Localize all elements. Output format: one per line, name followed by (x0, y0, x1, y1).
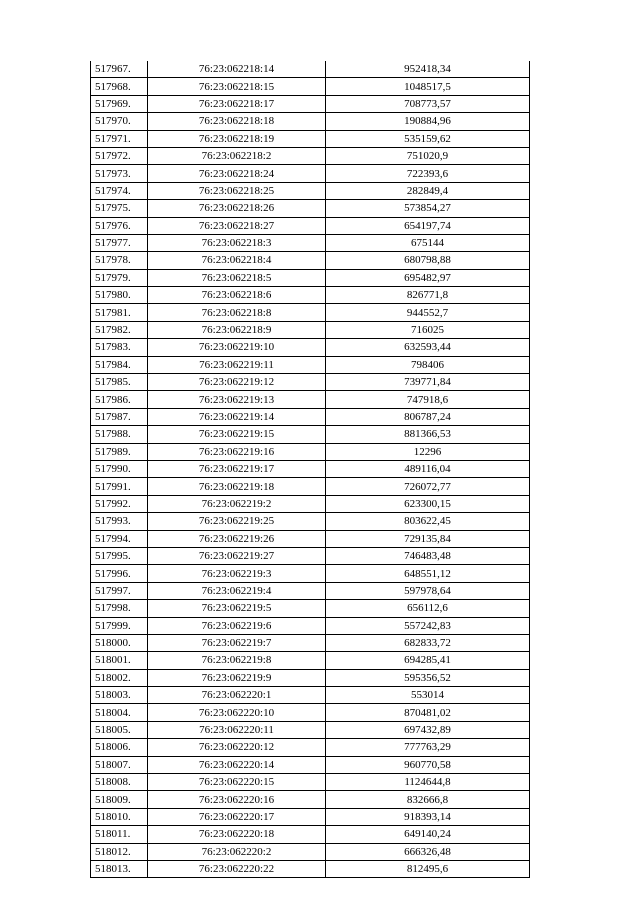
cadastral-number-cell: 76:23:062219:10 (148, 339, 326, 356)
cadastral-value-cell: 694285,41 (326, 652, 530, 669)
table-row (91, 582, 530, 599)
cadastral-value-cell: 535159,62 (326, 130, 530, 147)
row-number-cell: 517979. (91, 269, 148, 286)
cadastral-value-cell: 803622,45 (326, 513, 530, 530)
row-number-cell: 518005. (91, 721, 148, 738)
cadastral-number-cell: 76:23:062220:1 (148, 687, 326, 704)
cadastral-value-cell: 632593,44 (326, 339, 530, 356)
cadastral-number-cell: 76:23:062219:9 (148, 669, 326, 686)
cadastral-number-cell: 76:23:062218:14 (148, 61, 326, 78)
row-number-cell: 517986. (91, 391, 148, 408)
table-row (91, 200, 530, 217)
table-row (91, 95, 530, 112)
row-number-cell: 517978. (91, 252, 148, 269)
table-row (91, 460, 530, 477)
cadastral-number-cell: 76:23:062218:17 (148, 95, 326, 112)
row-number-cell: 517998. (91, 600, 148, 617)
cadastral-number-cell: 76:23:062218:8 (148, 304, 326, 321)
table-row (91, 495, 530, 512)
table-row (91, 78, 530, 95)
cadastral-value-cell: 190884,96 (326, 113, 530, 130)
cadastral-number-cell: 76:23:062220:14 (148, 756, 326, 773)
row-number-cell: 517988. (91, 426, 148, 443)
table-row (91, 426, 530, 443)
cadastral-number-cell: 76:23:062220:10 (148, 704, 326, 721)
cadastral-value-cell: 12296 (326, 443, 530, 460)
cadastral-value-cell: 675144 (326, 234, 530, 251)
table-row (91, 321, 530, 338)
cadastral-number-cell: 76:23:062218:15 (148, 78, 326, 95)
cadastral-number-cell: 76:23:062218:3 (148, 234, 326, 251)
cadastral-number-cell: 76:23:062219:5 (148, 600, 326, 617)
cadastral-value-table (90, 61, 530, 878)
cadastral-number-cell: 76:23:062218:18 (148, 113, 326, 130)
cadastral-value-cell: 726072,77 (326, 478, 530, 495)
table-row (91, 669, 530, 686)
table-row (91, 391, 530, 408)
cadastral-value-cell: 649140,24 (326, 826, 530, 843)
row-number-cell: 517995. (91, 547, 148, 564)
table-row (91, 600, 530, 617)
cadastral-value-cell: 695482,97 (326, 269, 530, 286)
table-row (91, 860, 530, 877)
cadastral-value-cell: 812495,6 (326, 860, 530, 877)
cadastral-value-cell: 722393,6 (326, 165, 530, 182)
table-row (91, 234, 530, 251)
cadastral-number-cell: 76:23:062219:11 (148, 356, 326, 373)
cadastral-value-cell: 708773,57 (326, 95, 530, 112)
table-row (91, 408, 530, 425)
cadastral-number-cell: 76:23:062220:17 (148, 808, 326, 825)
row-number-cell: 517977. (91, 234, 148, 251)
cadastral-number-cell: 76:23:062218:6 (148, 287, 326, 304)
row-number-cell: 517996. (91, 565, 148, 582)
row-number-cell: 518006. (91, 739, 148, 756)
cadastral-value-cell: 806787,24 (326, 408, 530, 425)
row-number-cell: 517983. (91, 339, 148, 356)
row-number-cell: 518004. (91, 704, 148, 721)
cadastral-number-cell: 76:23:062218:26 (148, 200, 326, 217)
table-row (91, 147, 530, 164)
cadastral-value-cell: 656112,6 (326, 600, 530, 617)
cadastral-value-cell: 1048517,5 (326, 78, 530, 95)
table-row (91, 374, 530, 391)
cadastral-number-cell: 76:23:062219:15 (148, 426, 326, 443)
cadastral-number-cell: 76:23:062220:16 (148, 791, 326, 808)
table-row (91, 739, 530, 756)
row-number-cell: 517970. (91, 113, 148, 130)
row-number-cell: 517972. (91, 147, 148, 164)
cadastral-value-cell: 557242,83 (326, 617, 530, 634)
cadastral-number-cell: 76:23:062219:25 (148, 513, 326, 530)
row-number-cell: 517968. (91, 78, 148, 95)
table-row (91, 182, 530, 199)
cadastral-value-cell: 553014 (326, 687, 530, 704)
table-row (91, 721, 530, 738)
cadastral-value-cell: 870481,02 (326, 704, 530, 721)
cadastral-number-cell: 76:23:062219:16 (148, 443, 326, 460)
row-number-cell: 517982. (91, 321, 148, 338)
row-number-cell: 517973. (91, 165, 148, 182)
table-body (91, 61, 530, 878)
cadastral-value-cell: 680798,88 (326, 252, 530, 269)
row-number-cell: 518007. (91, 756, 148, 773)
cadastral-value-cell: 960770,58 (326, 756, 530, 773)
row-number-cell: 518000. (91, 634, 148, 651)
cadastral-number-cell: 76:23:062218:5 (148, 269, 326, 286)
cadastral-number-cell: 76:23:062219:2 (148, 495, 326, 512)
table-row (91, 687, 530, 704)
cadastral-value-cell: 1124644,8 (326, 774, 530, 791)
table-row (91, 547, 530, 564)
cadastral-value-cell: 881366,53 (326, 426, 530, 443)
table-row (91, 791, 530, 808)
table-row (91, 774, 530, 791)
row-number-cell: 517992. (91, 495, 148, 512)
row-number-cell: 517990. (91, 460, 148, 477)
row-number-cell: 518001. (91, 652, 148, 669)
cadastral-number-cell: 76:23:062218:4 (148, 252, 326, 269)
row-number-cell: 518013. (91, 860, 148, 877)
cadastral-number-cell: 76:23:062220:2 (148, 843, 326, 860)
table-row (91, 530, 530, 547)
cadastral-number-cell: 76:23:062218:27 (148, 217, 326, 234)
table-row (91, 843, 530, 860)
row-number-cell: 517980. (91, 287, 148, 304)
row-number-cell: 517967. (91, 61, 148, 78)
row-number-cell: 517999. (91, 617, 148, 634)
cadastral-value-cell: 489116,04 (326, 460, 530, 477)
cadastral-value-cell: 682833,72 (326, 634, 530, 651)
cadastral-number-cell: 76:23:062220:22 (148, 860, 326, 877)
table-row (91, 826, 530, 843)
cadastral-number-cell: 76:23:062220:12 (148, 739, 326, 756)
table-row (91, 634, 530, 651)
row-number-cell: 517976. (91, 217, 148, 234)
table-row (91, 217, 530, 234)
row-number-cell: 518009. (91, 791, 148, 808)
table-row (91, 617, 530, 634)
cadastral-number-cell: 76:23:062219:12 (148, 374, 326, 391)
table-row (91, 287, 530, 304)
table-row (91, 61, 530, 78)
cadastral-number-cell: 76:23:062219:18 (148, 478, 326, 495)
cadastral-number-cell: 76:23:062219:27 (148, 547, 326, 564)
cadastral-value-cell: 729135,84 (326, 530, 530, 547)
table-row (91, 130, 530, 147)
cadastral-number-cell: 76:23:062219:14 (148, 408, 326, 425)
cadastral-number-cell: 76:23:062220:15 (148, 774, 326, 791)
cadastral-number-cell: 76:23:062219:7 (148, 634, 326, 651)
cadastral-value-cell: 697432,89 (326, 721, 530, 738)
cadastral-value-cell: 751020,9 (326, 147, 530, 164)
row-number-cell: 517974. (91, 182, 148, 199)
cadastral-value-cell: 944552,7 (326, 304, 530, 321)
cadastral-number-cell: 76:23:062218:9 (148, 321, 326, 338)
table-row (91, 704, 530, 721)
cadastral-value-cell: 918393,14 (326, 808, 530, 825)
cadastral-value-cell: 648551,12 (326, 565, 530, 582)
cadastral-number-cell: 76:23:062219:8 (148, 652, 326, 669)
cadastral-number-cell: 76:23:062218:2 (148, 147, 326, 164)
cadastral-number-cell: 76:23:062218:24 (148, 165, 326, 182)
row-number-cell: 518008. (91, 774, 148, 791)
row-number-cell: 518012. (91, 843, 148, 860)
table-row (91, 269, 530, 286)
table-row (91, 339, 530, 356)
cadastral-number-cell: 76:23:062219:13 (148, 391, 326, 408)
cadastral-value-cell: 666326,48 (326, 843, 530, 860)
table-row (91, 443, 530, 460)
table-row (91, 478, 530, 495)
row-number-cell: 517997. (91, 582, 148, 599)
table-row (91, 252, 530, 269)
table-row (91, 113, 530, 130)
row-number-cell: 518011. (91, 826, 148, 843)
row-number-cell: 517971. (91, 130, 148, 147)
cadastral-value-cell: 746483,48 (326, 547, 530, 564)
cadastral-value-cell: 654197,74 (326, 217, 530, 234)
cadastral-value-cell: 832666,8 (326, 791, 530, 808)
cadastral-number-cell: 76:23:062219:26 (148, 530, 326, 547)
table-row (91, 756, 530, 773)
cadastral-value-cell: 747918,6 (326, 391, 530, 408)
cadastral-number-cell: 76:23:062220:11 (148, 721, 326, 738)
cadastral-value-cell: 777763,29 (326, 739, 530, 756)
row-number-cell: 517981. (91, 304, 148, 321)
table-row (91, 165, 530, 182)
row-number-cell: 518002. (91, 669, 148, 686)
cadastral-value-cell: 952418,34 (326, 61, 530, 78)
cadastral-number-cell: 76:23:062220:18 (148, 826, 326, 843)
row-number-cell: 517991. (91, 478, 148, 495)
cadastral-number-cell: 76:23:062219:6 (148, 617, 326, 634)
row-number-cell: 517994. (91, 530, 148, 547)
cadastral-value-cell: 282849,4 (326, 182, 530, 199)
cadastral-value-cell: 623300,15 (326, 495, 530, 512)
cadastral-number-cell: 76:23:062219:4 (148, 582, 326, 599)
table-row (91, 652, 530, 669)
row-number-cell: 518003. (91, 687, 148, 704)
cadastral-number-cell: 76:23:062218:25 (148, 182, 326, 199)
table-row (91, 513, 530, 530)
row-number-cell: 517987. (91, 408, 148, 425)
cadastral-value-cell: 826771,8 (326, 287, 530, 304)
table-row (91, 565, 530, 582)
row-number-cell: 517989. (91, 443, 148, 460)
cadastral-number-cell: 76:23:062219:3 (148, 565, 326, 582)
cadastral-value-cell: 716025 (326, 321, 530, 338)
cadastral-value-cell: 573854,27 (326, 200, 530, 217)
cadastral-number-cell: 76:23:062219:17 (148, 460, 326, 477)
cadastral-number-cell: 76:23:062218:19 (148, 130, 326, 147)
cadastral-value-cell: 597978,64 (326, 582, 530, 599)
row-number-cell: 517975. (91, 200, 148, 217)
table-row (91, 356, 530, 373)
table-row (91, 304, 530, 321)
row-number-cell: 517993. (91, 513, 148, 530)
row-number-cell: 517969. (91, 95, 148, 112)
cadastral-value-cell: 595356,52 (326, 669, 530, 686)
cadastral-value-cell: 739771,84 (326, 374, 530, 391)
cadastral-value-cell: 798406 (326, 356, 530, 373)
row-number-cell: 518010. (91, 808, 148, 825)
row-number-cell: 517985. (91, 374, 148, 391)
row-number-cell: 517984. (91, 356, 148, 373)
table-row (91, 808, 530, 825)
